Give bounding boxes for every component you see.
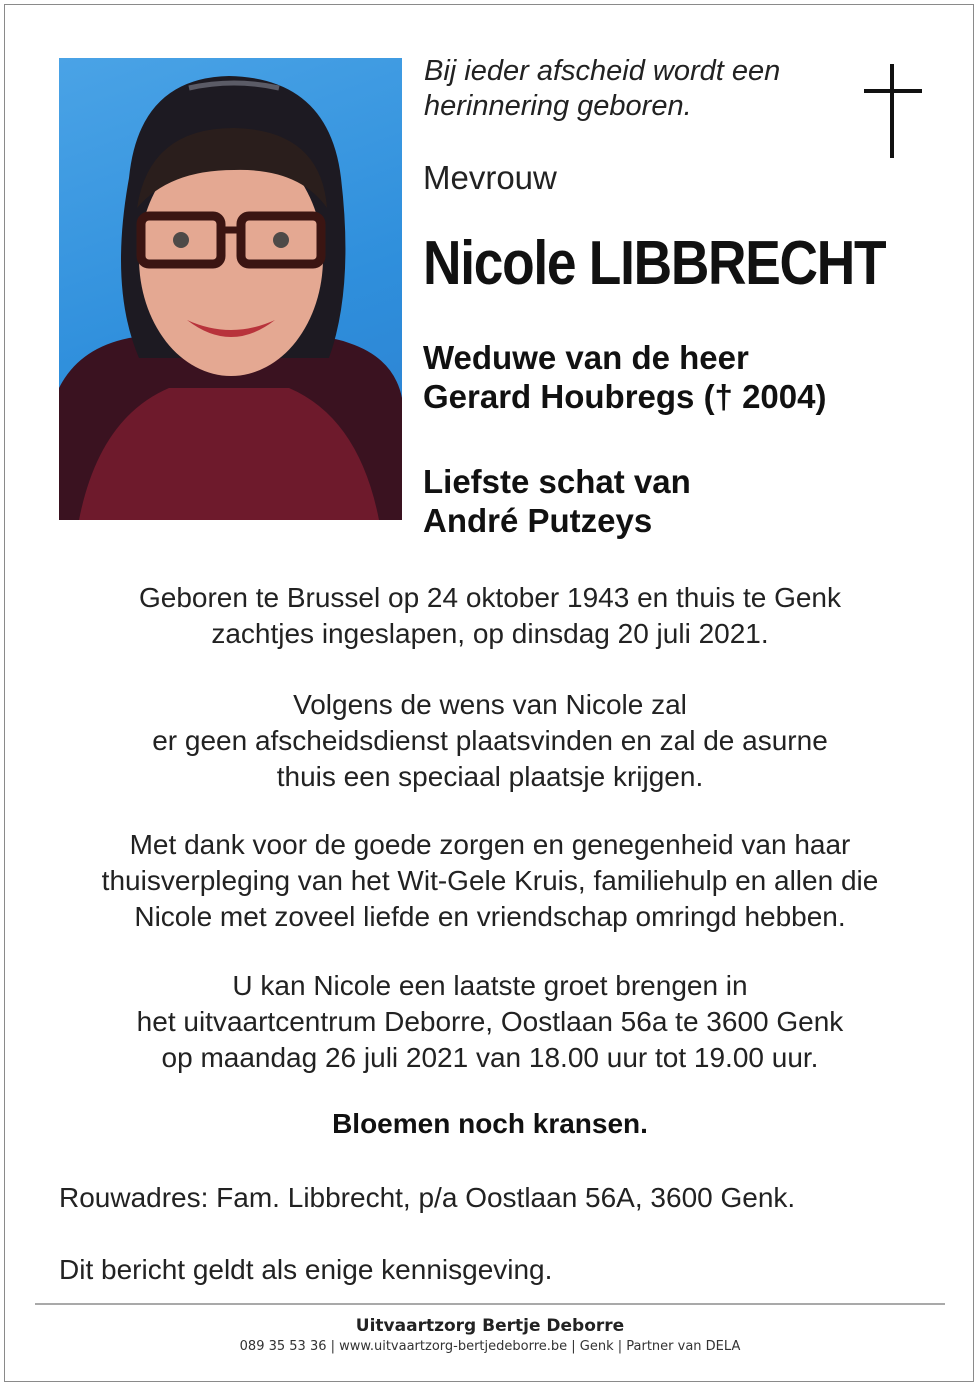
relation-line: Gerard Houbregs († 2004)	[423, 378, 827, 415]
motto-quote	[424, 54, 844, 124]
text-line: U kan Nicole een laatste groet brengen in	[232, 970, 748, 1001]
text-line: thuisverpleging van het Wit-Gele Kruis, familiehulp en allen die	[101, 865, 879, 896]
paragraph-birth	[40, 580, 940, 652]
motto-line: Bij ieder afscheid wordt een	[424, 55, 781, 87]
motto-line: herinnering geboren.	[424, 90, 692, 122]
funeral-company-info: 089 35 53 36 | www.uitvaartzorg-bertjedeborre.be | Genk | Partner van DELA	[239, 1339, 741, 1354]
title-prefix: Mevrouw	[423, 159, 557, 196]
text-line: thuis een speciaal plaatsje krijgen.	[276, 761, 704, 792]
closing-note: Bloemen noch kransen.	[332, 1108, 648, 1139]
footer-divider	[35, 1303, 945, 1305]
relation-line: Liefste schat van	[423, 463, 691, 500]
text-line: Met dank voor de goede zorgen en genegenheid van haar	[129, 829, 851, 860]
funeral-company-name: Uitvaartzorg Bertje Deborre	[355, 1316, 625, 1336]
relation-line: André Putzeys	[423, 502, 653, 539]
relation-partner	[423, 462, 691, 540]
text-line: Volgens de wens van Nicole zal	[293, 689, 687, 720]
cross-icon	[864, 64, 922, 158]
text-line: Nicole met zoveel liefde en vriendschap omringd hebben.	[134, 901, 846, 932]
notice-line: Dit bericht geldt als enige kennisgeving.	[59, 1254, 553, 1285]
text-line: zachtjes ingeslapen, op dinsdag 20 juli 2021.	[211, 618, 769, 649]
text-line: het uitvaartcentrum Deborre, Oostlaan 56a te 3600 Genk	[136, 1006, 844, 1037]
relation-line: Weduwe van de heer	[423, 339, 749, 376]
mourning-address: Rouwadres: Fam. Libbrecht, p/a Oostlaan 56A, 3600 Genk.	[59, 1182, 796, 1213]
text-line: Geboren te Brussel op 24 oktober 1943 en thuis te Genk	[138, 582, 841, 613]
paragraph-thanks	[40, 827, 940, 935]
relation-widow	[423, 338, 826, 416]
paragraph-wish	[40, 687, 940, 795]
portrait-photo	[59, 58, 402, 520]
text-line: er geen afscheidsdienst plaatsvinden en zal de asurne	[152, 725, 828, 756]
paragraph-visit	[40, 968, 940, 1076]
deceased-name: Nicole LIBBRECHT	[423, 229, 886, 298]
text-line: op maandag 26 juli 2021 van 18.00 uur tot 19.00 uur.	[161, 1042, 819, 1073]
